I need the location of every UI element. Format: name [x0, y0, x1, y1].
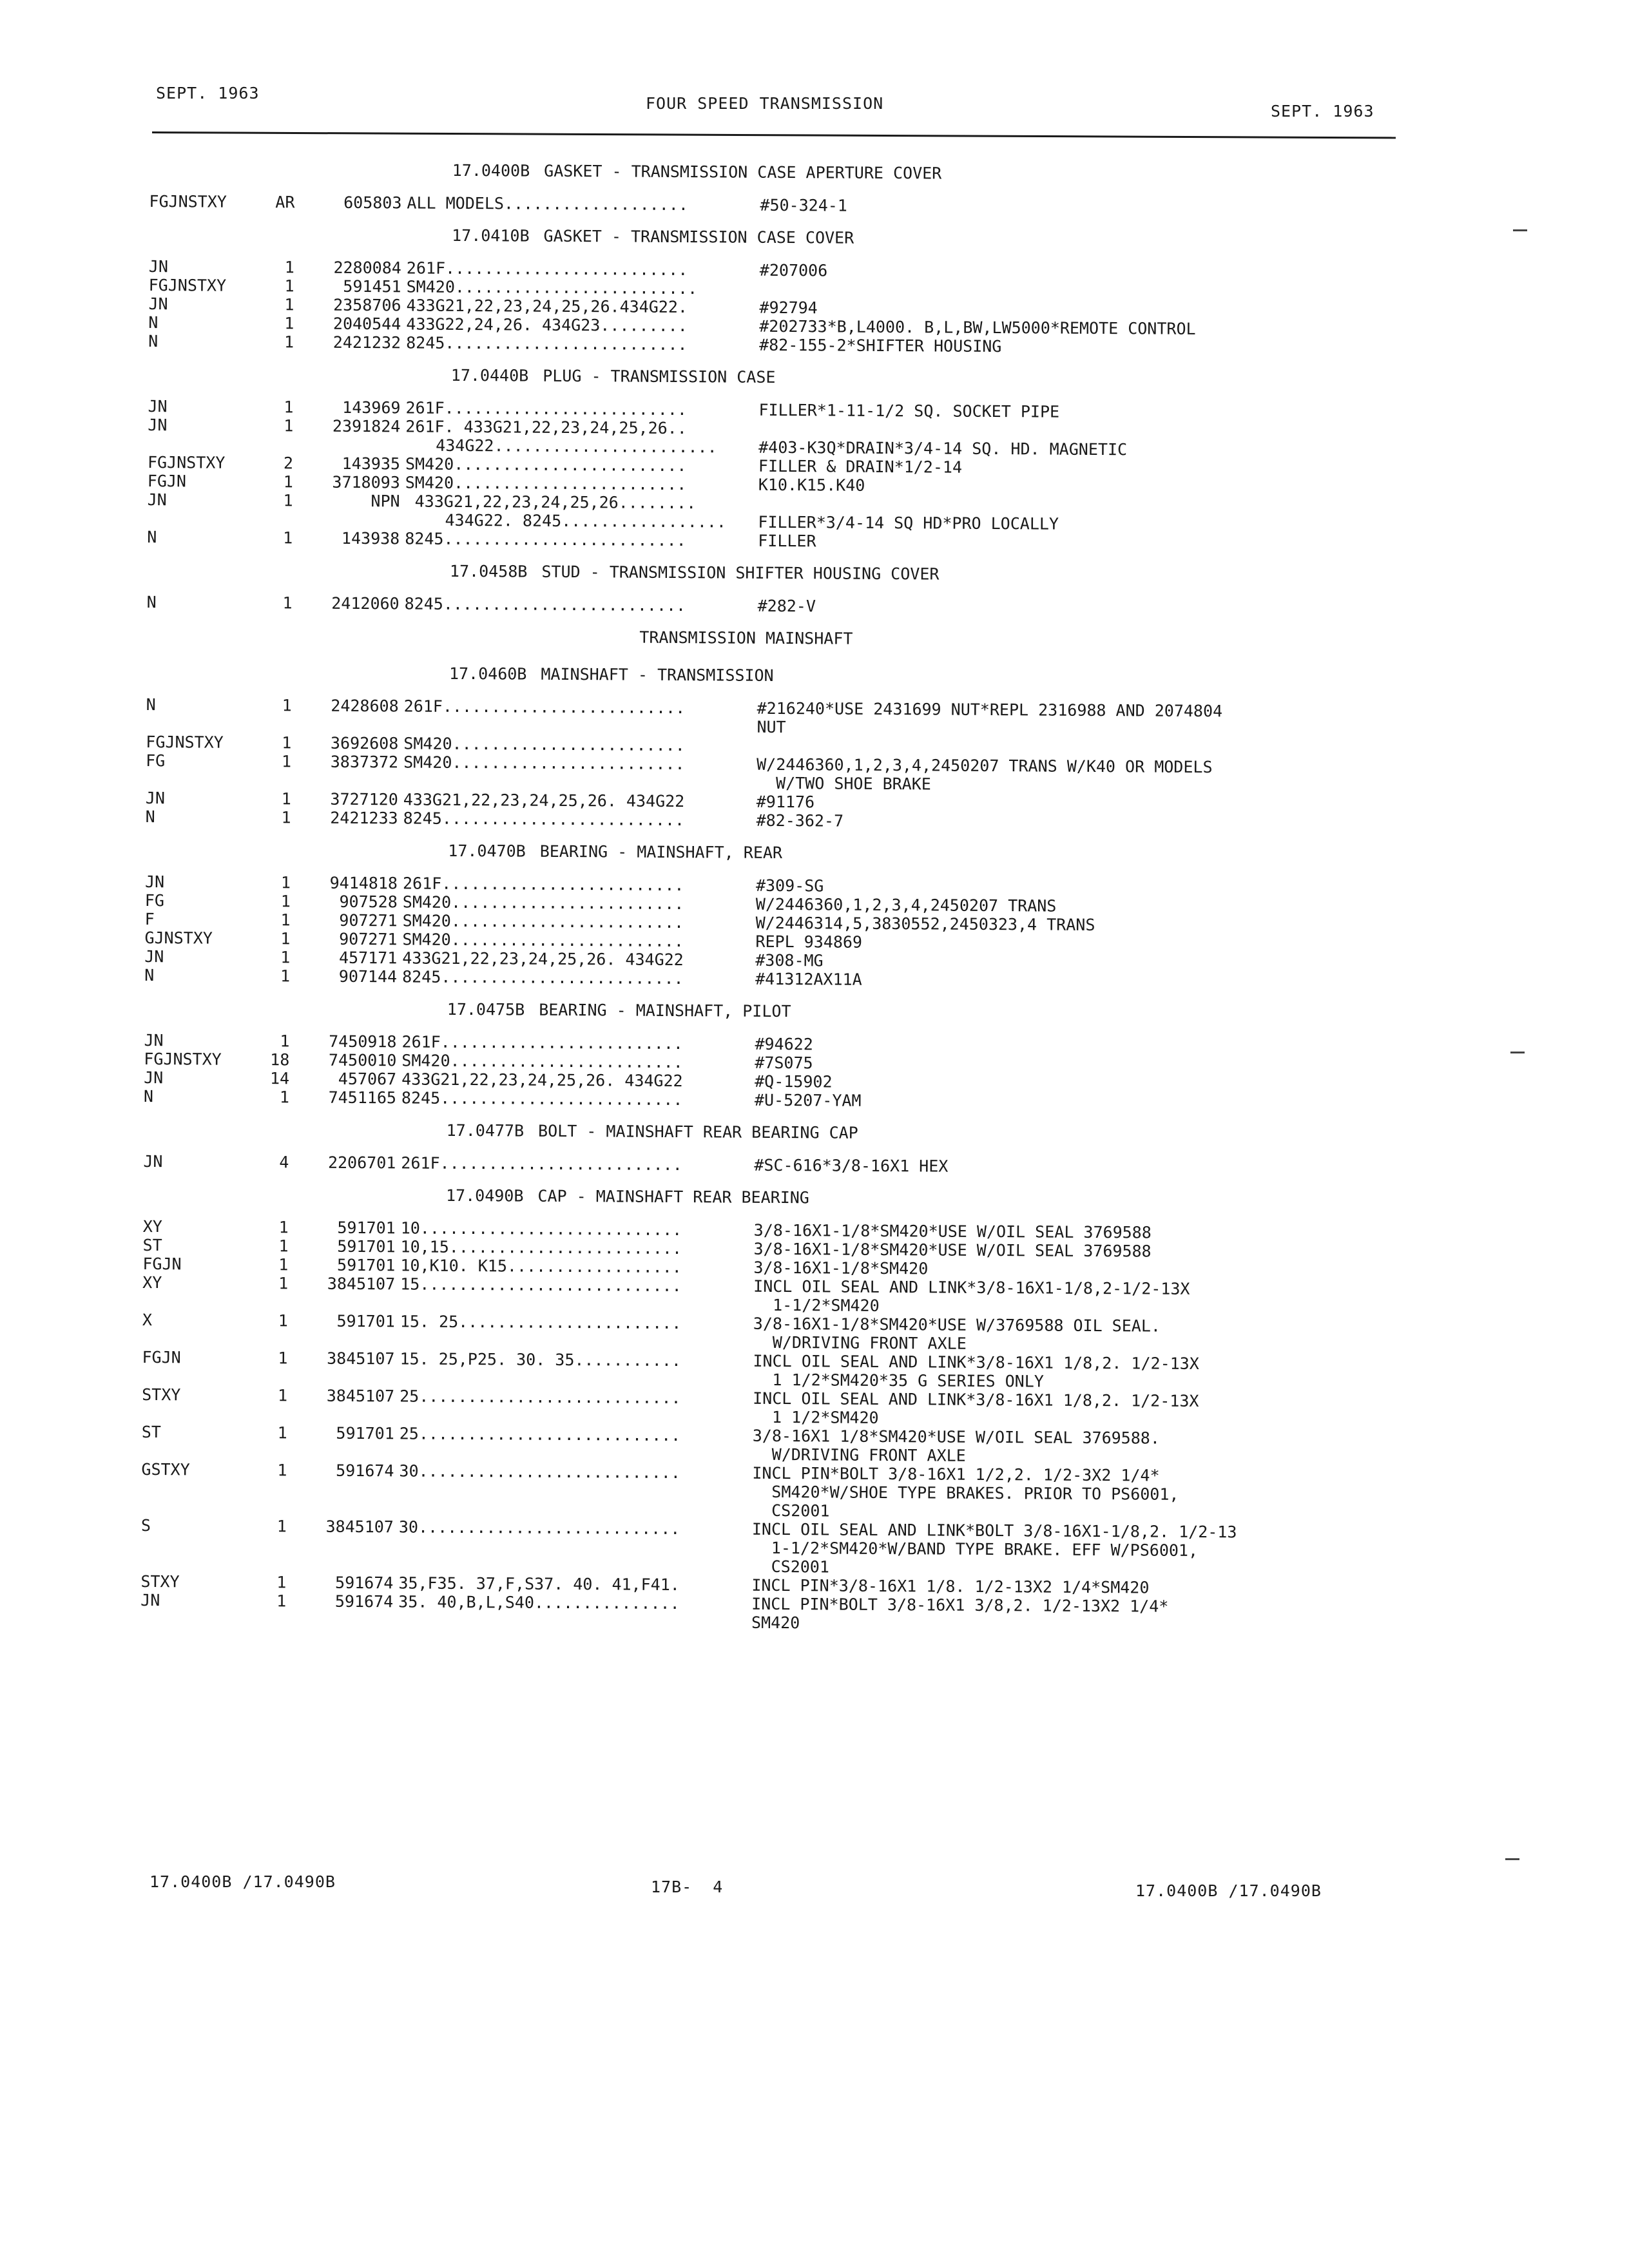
qty-cell: 1 [280, 1032, 290, 1051]
reference-cell: 1-1/2*SM420 [753, 1295, 880, 1315]
reference-cell: INCL PIN*BOLT 3/8-16X1 3/8,2. 1/2-13X2 1/4* [751, 1594, 1169, 1616]
models-cell: JN [144, 1030, 164, 1050]
application-cell: 10........................... [400, 1218, 682, 1240]
qty-cell: 1 [280, 910, 291, 930]
qty-cell: 1 [284, 258, 294, 277]
section-code: 17.0490B [445, 1186, 524, 1206]
application-cell: SM420........................ [402, 892, 684, 914]
application-cell: 8245......................... [406, 333, 688, 354]
reference-cell: REPL 934869 [755, 932, 863, 952]
qty-cell: 1 [280, 948, 291, 967]
models-cell: JN [144, 872, 165, 892]
qty-cell: 1 [282, 733, 292, 753]
reference-cell: INCL OIL SEAL AND LINK*3/8-16X1-1/8,2-1/2-13X [753, 1276, 1190, 1298]
section-title: GASKET - TRANSMISSION CASE APERTURE COVER [544, 161, 942, 183]
part-number-cell: 2421233 [330, 808, 398, 828]
models-cell: FG [146, 751, 166, 771]
reference-cell: 3/8-16X1 1/8*SM420*USE W/OIL SEAL 3769588. [752, 1426, 1161, 1448]
header-date-left: SEPT. 1963 [156, 84, 260, 102]
qty-cell: 1 [277, 1423, 287, 1443]
reference-cell: #7S075 [755, 1053, 813, 1073]
models-cell: GJNSTXY [144, 928, 213, 948]
qty-cell: 1 [283, 491, 293, 510]
part-number-cell: 3845107 [325, 1517, 394, 1537]
models-cell: FGJNSTXY [148, 275, 227, 295]
qty-cell: 1 [284, 416, 294, 436]
section-title: BOLT - MAINSHAFT REAR BEARING CAP [538, 1121, 858, 1142]
qty-cell: 1 [281, 789, 291, 809]
part-number-cell: 591701 [336, 1311, 395, 1331]
qty-cell: 1 [278, 1386, 288, 1405]
part-number-cell: 143938 [341, 528, 400, 548]
qty-cell: 1 [280, 873, 291, 892]
application-cell: SM420........................ [402, 911, 684, 932]
reference-cell: NUT [757, 717, 786, 737]
part-number-cell: 907144 [338, 966, 398, 986]
part-number-cell: 2206701 [327, 1153, 396, 1173]
qty-cell: 1 [278, 1274, 289, 1293]
application-cell: 261F......................... [406, 258, 688, 280]
qty-cell: 1 [278, 1218, 289, 1237]
reference-cell: 1 1/2*SM420 [752, 1407, 879, 1427]
models-cell: JN [143, 1151, 163, 1171]
application-cell: 261F......................... [403, 697, 686, 718]
application-cell: 433G22,24,26. 434G23......... [406, 314, 688, 336]
qty-cell: 1 [280, 966, 291, 986]
application-cell: SM420........................ [403, 753, 685, 774]
part-number-cell: 3845107 [326, 1386, 395, 1406]
application-cell: 30........................... [398, 1517, 680, 1539]
reference-cell: FILLER [758, 531, 816, 551]
models-cell: FGJNSTXY [149, 191, 227, 211]
section-title: GASKET - TRANSMISSION CASE COVER [543, 226, 854, 247]
section-code: 17.0470B [448, 841, 526, 861]
application-cell: 261F......................... [405, 398, 688, 419]
reference-cell: 1 1/2*SM420*35 G SERIES ONLY [753, 1370, 1044, 1391]
models-cell: N [148, 312, 159, 332]
section-title: MAINSHAFT - TRANSMISSION [541, 664, 774, 685]
qty-cell: 1 [279, 1088, 290, 1107]
qty-cell: 4 [279, 1153, 289, 1172]
application-cell: SM420........................ [402, 930, 684, 951]
models-cell: F [144, 909, 155, 929]
part-number-cell: 2040544 [333, 314, 401, 334]
reference-cell: 1-1/2*SM420*W/BAND TYPE BRAKE. EFF W/PS6001, [751, 1538, 1199, 1560]
application-cell: 8245......................... [401, 1088, 683, 1110]
part-number-cell: 7450010 [328, 1050, 397, 1070]
reference-cell: SM420 [751, 1613, 800, 1633]
application-cell: 8245......................... [402, 967, 684, 988]
part-number-cell: 9414818 [329, 873, 398, 893]
application-cell: 434G22....................... [426, 436, 717, 457]
qty-cell: AR [275, 193, 295, 212]
section-title: BEARING - MAINSHAFT, REAR [539, 841, 783, 863]
application-cell: 433G21,22,23,24,25,26. 434G22 [402, 948, 684, 970]
reference-cell: W/DRIVING FRONT AXLE [752, 1445, 966, 1465]
application-cell: SM420......................... [406, 277, 698, 298]
reference-cell: CS2001 [751, 1501, 830, 1521]
part-number-cell: 605803 [343, 193, 402, 213]
qty-cell: 1 [280, 929, 291, 948]
models-cell: JN [148, 396, 168, 416]
reference-cell: 3/8-16X1-1/8*SM420*USE W/OIL SEAL 3769588 [753, 1220, 1152, 1242]
reference-cell: FILLER*1-11-1/2 SQ. SOCKET PIPE [758, 400, 1060, 421]
qty-cell: 1 [284, 276, 294, 296]
application-cell: SM420........................ [405, 454, 687, 476]
application-cell: SM420........................ [403, 734, 685, 755]
application-cell: 10,15........................ [400, 1237, 682, 1258]
reference-cell: 3/8-16X1-1/8*SM420*USE W/3769588 OIL SEAL. [753, 1314, 1161, 1336]
qty-cell: 1 [276, 1573, 287, 1592]
models-cell: N [146, 695, 156, 715]
reference-cell: FILLER*3/4-14 SQ HD*PRO LOCALLY [758, 512, 1059, 533]
qty-cell: 1 [278, 1349, 288, 1368]
models-cell: FGJNSTXY [144, 1049, 222, 1069]
qty-cell: 1 [282, 696, 292, 715]
qty-cell: 1 [284, 398, 294, 417]
part-number-cell: 2358706 [333, 295, 401, 315]
reference-cell: INCL OIL SEAL AND LINK*BOLT 3/8-16X1-1/8,2. 1/2-13 [751, 1519, 1237, 1542]
reference-cell: INCL PIN*3/8-16X1 1/8. 1/2-13X2 1/4*SM420 [751, 1575, 1150, 1597]
qty-cell: 1 [284, 295, 294, 314]
reference-cell: INCL OIL SEAL AND LINK*3/8-16X1 1/8,2. 1/2-13X [753, 1351, 1199, 1373]
reference-cell: #308-MG [755, 950, 824, 970]
part-number-cell: 3845107 [327, 1274, 396, 1294]
reference-cell: CS2001 [751, 1557, 830, 1577]
margin-mark [1510, 1052, 1525, 1053]
models-cell: JN [140, 1590, 160, 1610]
application-cell: 433G21,22,23,24,25,26........ [405, 492, 697, 513]
models-cell: STXY [142, 1385, 181, 1405]
part-number-cell: 3837372 [330, 752, 399, 772]
section-title: BEARING - MAINSHAFT, PILOT [539, 1000, 791, 1021]
part-number-cell: 457171 [338, 948, 398, 968]
section-code: 17.0410B [452, 226, 530, 245]
part-number-cell: 907271 [339, 929, 398, 949]
header-rule [152, 131, 1396, 139]
part-number-cell: 3692608 [330, 733, 399, 753]
qty-cell: 1 [281, 808, 291, 827]
application-cell: 434G22. 8245................. [425, 510, 727, 532]
reference-cell: FILLER & DRAIN*1/2-14 [758, 456, 963, 477]
part-number-cell: 7451165 [328, 1088, 397, 1108]
models-cell: JN [148, 256, 169, 276]
reference-cell: #282-V [757, 596, 816, 616]
reference-cell: W/2446360,1,2,3,4,2450207 TRANS W/K40 OR MODELS [757, 754, 1213, 777]
reference-cell: 3/8-16X1-1/8*SM420 [753, 1258, 929, 1278]
part-number-cell: 591701 [336, 1255, 396, 1275]
reference-cell: #82-155-2*SHIFTER HOUSING [759, 335, 1002, 356]
part-number-cell: 3718093 [332, 472, 400, 492]
models-cell: N [148, 331, 159, 351]
reference-cell: W/TWO SHOE BRAKE [756, 773, 931, 794]
models-cell: FGJNSTXY [146, 732, 224, 752]
models-cell: JN [145, 788, 166, 808]
reference-cell: #207006 [759, 260, 828, 280]
application-cell: 10,K10. K15.................. [400, 1256, 682, 1277]
reference-cell: SM420*W/SHOE TYPE BRAKES. PRIOR TO PS6001, [752, 1482, 1179, 1504]
application-cell: 25........................... [400, 1387, 681, 1408]
application-cell: 8245......................... [404, 594, 686, 615]
models-cell: N [145, 807, 155, 827]
models-cell: FGJN [147, 471, 187, 491]
application-cell: 433G21,22,23,24,25,26. 434G22 [403, 790, 685, 811]
header-date-right: SEPT. 1963 [1271, 102, 1374, 120]
application-cell: 8245......................... [405, 529, 686, 550]
margin-mark [1505, 1858, 1519, 1860]
reference-cell: INCL PIN*BOLT 3/8-16X1 1/2,2. 1/2-3X2 1/4* [752, 1463, 1160, 1485]
application-cell: SM420........................ [401, 1051, 683, 1072]
reference-cell: #91176 [756, 792, 815, 812]
models-cell: X [142, 1310, 153, 1330]
application-cell: 35. 40,B,L,S40............... [398, 1592, 680, 1613]
models-cell: N [144, 965, 155, 985]
application-cell: 261F......................... [402, 874, 684, 895]
models-cell: JN [148, 294, 168, 314]
qty-cell: 1 [278, 1236, 289, 1256]
application-cell: 261F......................... [401, 1032, 684, 1053]
section-code: 17.0440B [450, 365, 529, 385]
reference-cell: W/DRIVING FRONT AXLE [753, 1332, 967, 1353]
models-cell: JN [144, 947, 164, 966]
section-code: 17.0458B [449, 561, 528, 581]
part-number-cell: 457067 [338, 1069, 397, 1089]
models-cell: JN [148, 415, 168, 435]
group-heading: TRANSMISSION MAINSHAFT [639, 628, 853, 648]
part-number-cell: 143935 [342, 454, 401, 474]
section-title: PLUG - TRANSMISSION CASE [543, 366, 776, 387]
models-cell: ST [141, 1422, 162, 1442]
models-cell: STXY [140, 1571, 180, 1591]
qty-cell: 1 [283, 472, 293, 492]
part-number-cell: 3845107 [327, 1349, 395, 1369]
application-cell: 261F. 433G21,22,23,24,25,26.. [405, 417, 687, 438]
reference-cell: #Q-15902 [755, 1072, 833, 1091]
models-cell: FGJN [142, 1254, 182, 1274]
reference-cell: #94622 [755, 1034, 813, 1054]
qty-cell: 18 [270, 1050, 290, 1070]
reference-cell: #92794 [759, 298, 818, 318]
qty-cell: 1 [278, 1255, 289, 1274]
part-number-cell: 591674 [334, 1591, 394, 1611]
section-code: 17.0400B [452, 160, 530, 180]
application-cell: SM420........................ [405, 473, 687, 494]
reference-cell: W/2446314,5,3830552,2450323,4 TRANS [755, 913, 1095, 934]
part-number-cell: 2428608 [331, 696, 399, 716]
application-cell: 35,F35. 37,F,S37. 40. 41,F41. [398, 1573, 680, 1595]
models-cell: FGJNSTXY [147, 452, 226, 472]
part-number-cell: NPN [371, 492, 400, 511]
part-number-cell: 907528 [339, 892, 398, 912]
footer-left: 17.0400B /17.0490B [149, 1872, 336, 1891]
qty-cell: 1 [282, 752, 292, 771]
part-number-cell: 3727120 [330, 789, 398, 809]
reference-cell: #41312AX11A [755, 969, 862, 989]
qty-cell: 1 [283, 528, 293, 548]
models-cell: FGJN [142, 1347, 181, 1367]
part-number-cell: 591674 [336, 1461, 394, 1481]
application-cell: 25........................... [399, 1424, 681, 1445]
application-cell: 261F......................... [401, 1153, 682, 1175]
part-number-cell: 907271 [339, 910, 398, 930]
footer-right: 17.0400B /17.0490B [1135, 1881, 1322, 1900]
section-code: 17.0460B [448, 664, 527, 684]
margin-mark [1513, 229, 1527, 231]
reference-cell: #50-324-1 [760, 195, 848, 215]
qty-cell: 1 [284, 332, 294, 352]
part-number-cell: 591451 [343, 276, 401, 296]
models-cell: N [146, 592, 157, 612]
reference-cell: K10.K15.K40 [758, 475, 865, 495]
qty-cell: 1 [276, 1517, 287, 1536]
qty-cell: 1 [277, 1461, 287, 1480]
section-code: 17.0475B [447, 999, 525, 1019]
reference-cell: #82-362-7 [756, 811, 844, 831]
part-number-cell: 591701 [337, 1218, 396, 1238]
qty-cell: 1 [284, 314, 294, 333]
models-cell: JN [144, 1068, 164, 1088]
qty-cell: 2 [283, 454, 294, 473]
application-cell: ALL MODELS................... [407, 193, 689, 215]
reference-cell: W/2446360,1,2,3,4,2450207 TRANS [755, 894, 1057, 916]
models-cell: S [140, 1515, 151, 1535]
footer-page-number: 17B- 4 [651, 1878, 724, 1896]
reference-cell: #309-SG [755, 876, 824, 896]
application-cell: 433G21,22,23,24,25,26. 434G22 [401, 1070, 683, 1091]
qty-cell: 1 [282, 593, 293, 613]
qty-cell: 1 [278, 1311, 288, 1331]
reference-cell: 3/8-16X1-1/8*SM420*USE W/OIL SEAL 3769588 [753, 1239, 1152, 1261]
reference-cell: #202733*B,L4000. B,L,BW,LW5000*REMOTE CONTROL [759, 316, 1196, 338]
qty-cell: 1 [280, 892, 291, 911]
part-number-cell: 2280084 [333, 258, 401, 278]
models-cell: N [143, 1086, 154, 1106]
models-cell: GSTXY [141, 1459, 190, 1479]
reference-cell: #U-5207-YAM [754, 1090, 862, 1110]
application-cell: 30........................... [399, 1461, 681, 1483]
qty-cell: 14 [269, 1069, 290, 1088]
part-number-cell: 2391824 [332, 416, 401, 436]
models-cell: ST [142, 1235, 162, 1255]
section-title: STUD - TRANSMISSION SHIFTER HOUSING COVER [541, 562, 940, 584]
models-cell: JN [147, 490, 167, 510]
application-cell: 15. 25,P25. 30. 35........... [400, 1349, 682, 1370]
application-cell: 15........................... [400, 1274, 682, 1296]
part-number-cell: 2421232 [333, 332, 401, 352]
models-cell: FG [144, 890, 165, 910]
application-cell: 8245......................... [403, 809, 685, 830]
models-cell: XY [142, 1216, 162, 1236]
models-cell: XY [142, 1273, 162, 1293]
reference-cell: INCL OIL SEAL AND LINK*3/8-16X1 1/8,2. 1/2-13X [753, 1389, 1199, 1410]
section-code: 17.0477B [446, 1120, 525, 1140]
application-cell: 433G21,22,23,24,25,26.434G22. [406, 296, 688, 317]
reference-cell: #SC-616*3/8-16X1 HEX [754, 1155, 949, 1176]
parts-list [140, 146, 1425, 1636]
reference-cell: #403-K3Q*DRAIN*3/4-14 SQ. HD. MAGNETIC [758, 437, 1128, 459]
application-cell: 15. 25....................... [400, 1312, 682, 1333]
part-number-cell: 591674 [334, 1573, 394, 1593]
header-title: FOUR SPEED TRANSMISSION [646, 94, 884, 113]
qty-cell: 1 [276, 1591, 287, 1611]
part-number-cell: 2412060 [331, 593, 400, 613]
part-number-cell: 7450918 [329, 1032, 397, 1052]
section-title: CAP - MAINSHAFT REAR BEARING [537, 1186, 809, 1207]
part-number-cell: 591701 [337, 1236, 396, 1256]
models-cell: N [147, 527, 157, 547]
reference-cell: #216240*USE 2431699 NUT*REPL 2316988 AND 2074804 [757, 698, 1223, 721]
part-number-cell: 143969 [342, 398, 401, 418]
part-number-cell: 591701 [336, 1423, 394, 1443]
